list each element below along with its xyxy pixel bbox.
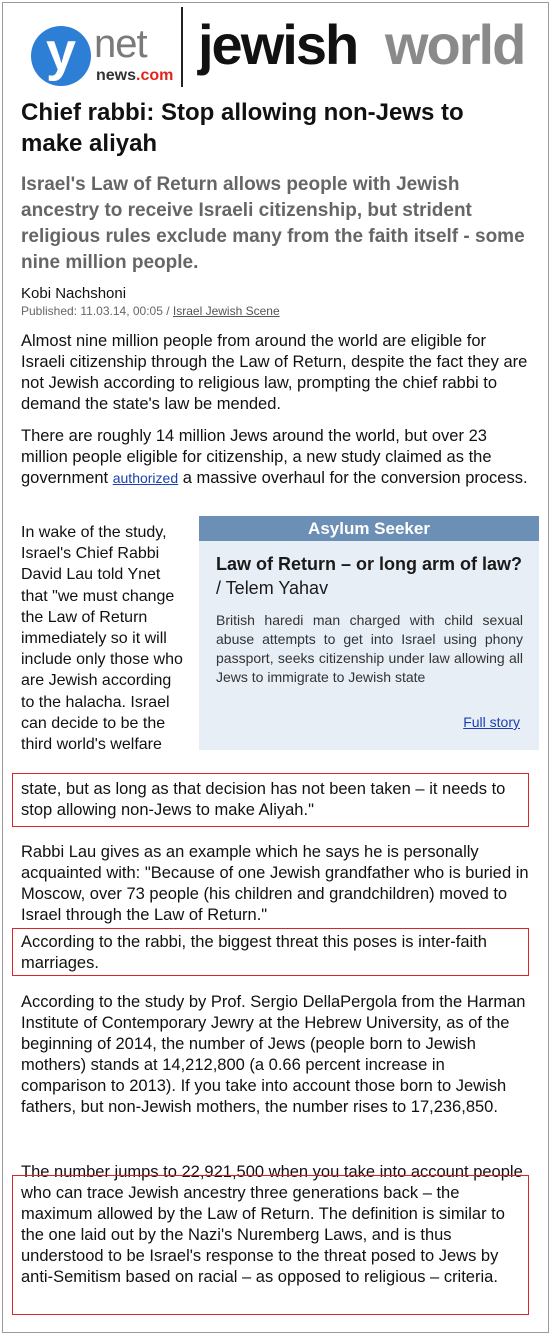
paragraph-1: Almost nine million people from around the world are eligible for Israeli citizenship through the Law of Return, despite the fact they are not Jewish according to religious law, prompting the chief rabbi to demand the state's law be mended. bbox=[21, 332, 528, 413]
related-article-title[interactable] bbox=[216, 552, 526, 600]
logo-com: .com bbox=[136, 67, 174, 84]
article-author[interactable]: Kobi Nachshoni bbox=[21, 285, 127, 302]
paragraph-5: According to the study by Prof. Sergio DellaPergola from the Harman Institute of Contemporary Jewry at the Hebrew University, as of the beginning of 2014, the number of Jews (people born to Jewish mothers) stands at 14,212,800 (a 0.66 percent increase in comparison to 2013). If you take into account those born to Jewish fathers, but non-Jewish mothers, the number rises to 17,236,850. bbox=[21, 993, 526, 1116]
section-name-world: world bbox=[385, 13, 525, 76]
paragraph-3-tail: state, but as long as that decision has not been taken – it needs to stop allowing non-Jews to make Aliyah." bbox=[21, 780, 506, 819]
paragraph-2-start: There are roughly 14 million Jews around the world, but over 23 million people eligible for citizenship, a new study claimed as the government bbox=[21, 427, 492, 487]
section-name-jewish: jewish bbox=[198, 13, 358, 76]
paragraph-3-column: In wake of the study, Israel's Chief Rabbi David Lau told Ynet that "we must change the Law of Return immediately so it will include only those who are Jewish according to the halacha. Israel can decide to be the third world's welfare bbox=[21, 524, 183, 754]
logo-news-com bbox=[96, 67, 173, 85]
related-title-text: Law of Return – or long arm of law? bbox=[216, 554, 523, 574]
header-divider bbox=[181, 7, 183, 87]
related-box-header: Asylum Seeker bbox=[199, 516, 539, 541]
published-date: Published: 11.03.14, 00:05 / bbox=[21, 304, 170, 318]
logo-y-letter: y bbox=[45, 22, 77, 82]
article-subtitle: Israel's Law of Return allows people with Jewish ancestry to receive Israeli citizenship, but strident religious rules exclude many from the faith itself - some nine million people. bbox=[21, 174, 525, 273]
logo-net-text: net bbox=[94, 22, 147, 66]
related-article-description: British haredi man charged with child sexual abuse attempts to get into Israel using phony passport, seeks citizenship under law allowing all Jews to immigrate to Jewish state bbox=[216, 612, 523, 685]
related-article-box bbox=[199, 516, 539, 750]
authorized-link[interactable]: authorized bbox=[112, 470, 179, 486]
highlight-box-1 bbox=[12, 773, 529, 827]
paragraph-4-tail: According to the rabbi, the biggest threat this poses is inter-faith marriages. bbox=[21, 933, 487, 972]
highlight-box-2 bbox=[12, 928, 529, 976]
highlight-box-3 bbox=[12, 1175, 529, 1315]
paragraph-2 bbox=[21, 426, 531, 489]
category-link[interactable]: Israel Jewish Scene bbox=[172, 304, 280, 318]
paragraph-6: The number jumps to 22,921,500 when you take into account people who can trace Jewish ancestry three generations back – the maximum allowed by the Law of Return. The definition is similar to the one laid out by the Nazi's Nuremberg Laws, and is thus understood to be Israel's response to the threat posed to Jews by anti-Semitism based on racial – as opposed to religious – criteria. bbox=[21, 1163, 523, 1286]
paragraph-2-end: a massive overhaul for the conversion process. bbox=[182, 469, 528, 487]
article-meta bbox=[21, 304, 280, 319]
article-title: Chief rabbi: Stop allowing non-Jews to make aliyah bbox=[21, 99, 464, 157]
full-story-link[interactable]: Full story bbox=[463, 714, 520, 730]
logo-news: news bbox=[96, 67, 137, 84]
related-author: / Telem Yahav bbox=[216, 578, 329, 598]
paragraph-4: Rabbi Lau gives as an example which he says he is personally acquainted with: "Because of one Jewish grandfather who is buried in Moscow, over 73 people (his children and grandchildren) moved to Israel through the Law of Return." bbox=[21, 843, 529, 924]
ynet-logo[interactable] bbox=[31, 22, 91, 86]
